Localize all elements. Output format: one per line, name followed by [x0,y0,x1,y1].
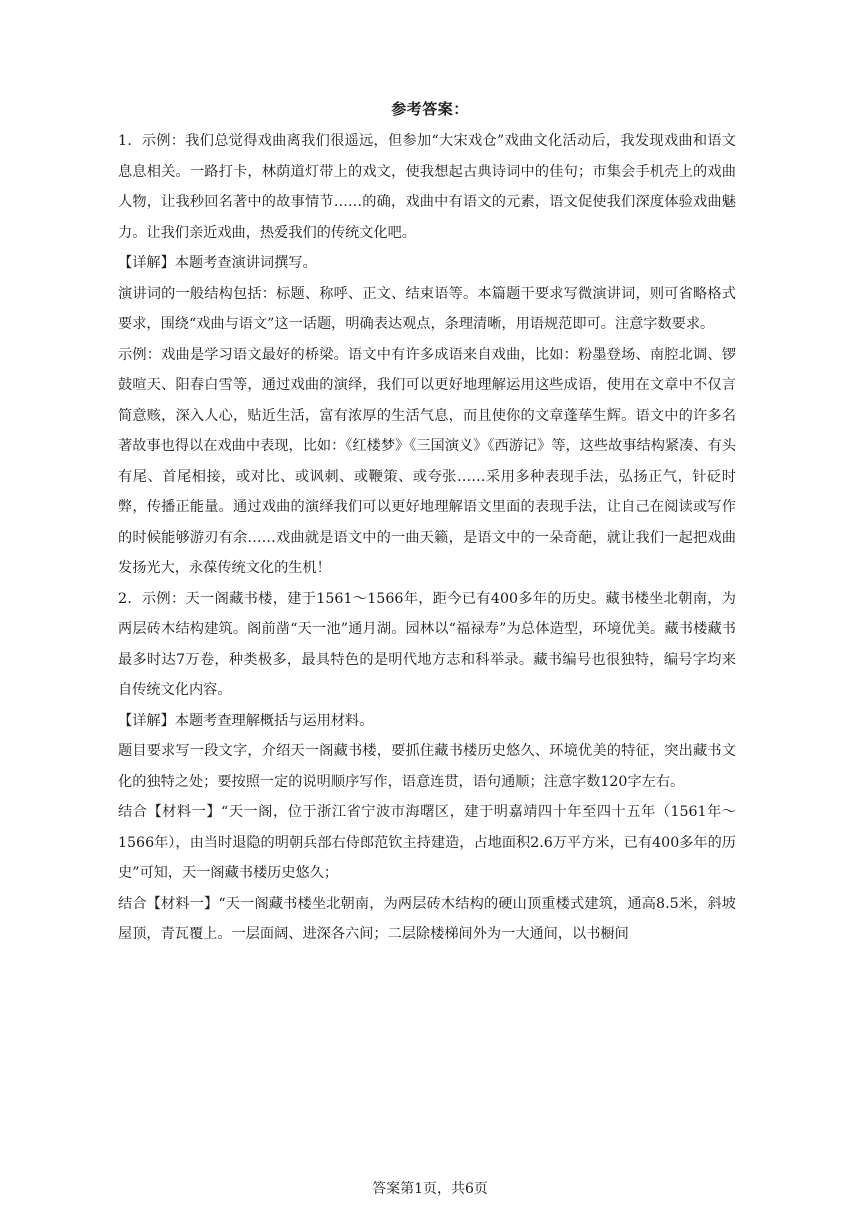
answer-2-detail-requirement: 题目要求写一段文字，介绍天一阁藏书楼，要抓住藏书楼历史悠久、环境优美的特征，突出藏书文化的独特之处；要按照一定的说明顺序写作，语意连贯，语句通顺；注意字数120字左右。 [118,743,736,790]
answer-1-detail-heading: 【详解】本题考查演讲词撰写。 [118,255,317,271]
answer-2-detail-heading: 【详解】本题考查理解概括与运用材料。 [118,712,374,729]
answer-2-example: 2．示例：天一阁藏书楼，建于1561～1566年，距今已有400多年的历史。藏书楼坐北朝南，为两层砖木结构建筑。阁前凿“天一池”通月湖。园林以“福禄寿”为总体造型，环境优美。藏书楼藏书最多时达7万卷，种类极多，最具特色的是明代地方志和科举录。藏书编号也很独特，编号字均来自传统文化内容。 [118,590,736,698]
answer-content [118,126,736,950]
page-footer: 答案第1页，共6页 [372,1181,488,1197]
answer-1-detail-example: 示例：戏曲是学习语文最好的桥梁。语文中有许多成语来自戏曲，比如：粉墨登场、南腔北调、锣鼓喧天、阳春白雪等，通过戏曲的演绎，我们可以更好地理解运用这些成语，使用在文章中不仅言简意赅，深入人心，贴近生活，富有浓厚的生活气息，而且使你的文章蓬荜生辉。语文中的许多名著故事也得以在戏曲中表现，比如：《红楼梦》《三国演义》《西游记》等，这些故事结构紧凑、有头有尾、首尾相接，或对比、或讽刺、或鞭策、或夸张……采用多种表现手法，弘扬正气，针砭时弊，传播正能量。通过戏曲的演绎我们可以更好地理解语文里面的表现手法，让自己在阅读或写作的时候能够游刃有余……戏曲就是语文中的一曲天籁，是语文中的一朵奇葩，就让我们一起把戏曲发扬光大，永葆传统文化的生机！ [118,346,736,576]
answer-2-detail-material-building: 结合【材料一】“天一阁藏书楼坐北朝南，为两层砖木结构的硬山顶重楼式建筑，通高8.5米，斜坡屋顶，青瓦覆上。一层面阔、进深各六间；二层除楼梯间外为一大通间，以书橱间 [118,895,736,942]
answer-1-example: 1．示例：我们总觉得戏曲离我们很遥远，但参加“大宋戏仓”戏曲文化活动后，我发现戏曲和语文息息相关。一路打卡，林荫道灯带上的戏文，使我想起古典诗词中的佳句；市集会手机壳上的戏曲人物，让我秒回名著中的故事情节……的确，戏曲中有语文的元素，语文促使我们深度体验戏曲魅力。让我们亲近戏曲，热爱我们的传统文化吧。 [118,133,736,241]
answer-2-detail-material-history: 结合【材料一】“天一阁，位于浙江省宁波市海曙区，建于明嘉靖四十年至四十五年（1561年～1566年），由当时退隐的明朝兵部右侍郎范钦主持建造，占地面积2.6万平方米，已有400多年的历史”可知，天一阁藏书楼历史悠久； [118,804,736,881]
answer-1-detail-structure: 演讲词的一般结构包括：标题、称呼、正文、结束语等。本篇题干要求写微演讲词，则可省略格式要求，围绕“戏曲与语文”这一话题，明确表达观点，条理清晰，用语规范即可。注意字数要求。 [118,285,736,332]
page-title: 参考答案： [391,100,469,118]
